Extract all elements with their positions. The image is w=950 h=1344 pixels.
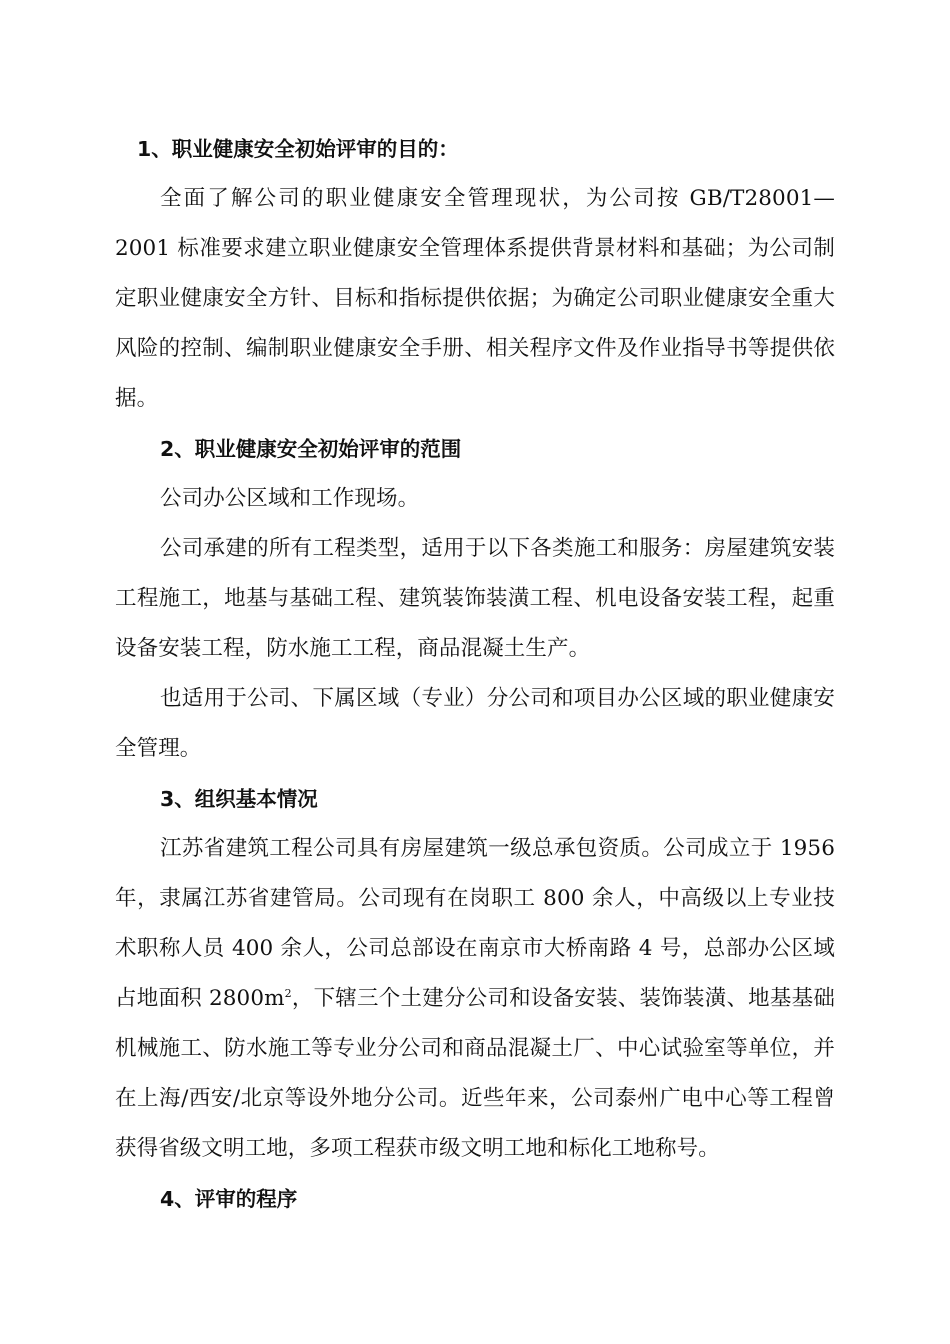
paragraph-scope-projects: 公司承建的所有工程类型，适用于以下各类施工和服务：房屋建筑安装工程施工，地基与基础工程、建筑装饰装潢工程、机电设备安装工程，起重设备安装工程，防水施工工程，商品混凝土生产。 <box>115 536 835 661</box>
section-heading-scope: 2、职业健康安全初始评审的范围 <box>160 437 462 461</box>
paragraph-organization <box>115 824 835 1174</box>
paragraph-scope-area: 公司办公区域和工作现场。 <box>160 486 420 511</box>
area-unit-superscript: 2 <box>284 986 292 1000</box>
organization-text-part2: ，下辖三个土建分公司和设备安装、装饰装潢、地基基础机械施工、防水施工等专业分公司和商品混凝土厂、中心试验室等单位，并在上海/西安/北京等设外地分公司。近些年来，公司泰州广电中心等工程曾获得省级文明工地，多项工程获市级文明工地和标化工地称号。 <box>115 986 835 1161</box>
document-page <box>115 124 835 1224</box>
section-heading-organization: 3、组织基本情况 <box>160 787 318 811</box>
paragraph-purpose: 全面了解公司的职业健康安全管理现状，为公司按 GB/T28001—2001 标准要求建立职业健康安全管理体系提供背景材料和基础；为公司制定职业健康安全方针、目标和指标提供依据；为确定公司职业健康安全重大风险的控制、编制职业健康安全手册、相关程序文件及作业指导书等提供依据。 <box>115 186 835 411</box>
organization-text-part1: 江苏省建筑工程公司具有房屋建筑一级总承包资质。公司成立于 1956 年，隶属江苏省建管局。公司现有在岗职工 800 余人，中高级以上专业技术职称人员 400 余人，公司总部设在南京市大桥南路 4 号，总部办公区域占地面积 2800m <box>115 836 835 1011</box>
section-heading-procedure: 4、评审的程序 <box>160 1187 298 1211</box>
section-heading-purpose: 1、职业健康安全初始评审的目的： <box>137 137 459 161</box>
paragraph-scope-offices: 也适用于公司、下属区域（专业）分公司和项目办公区域的职业健康安全管理。 <box>115 686 835 761</box>
